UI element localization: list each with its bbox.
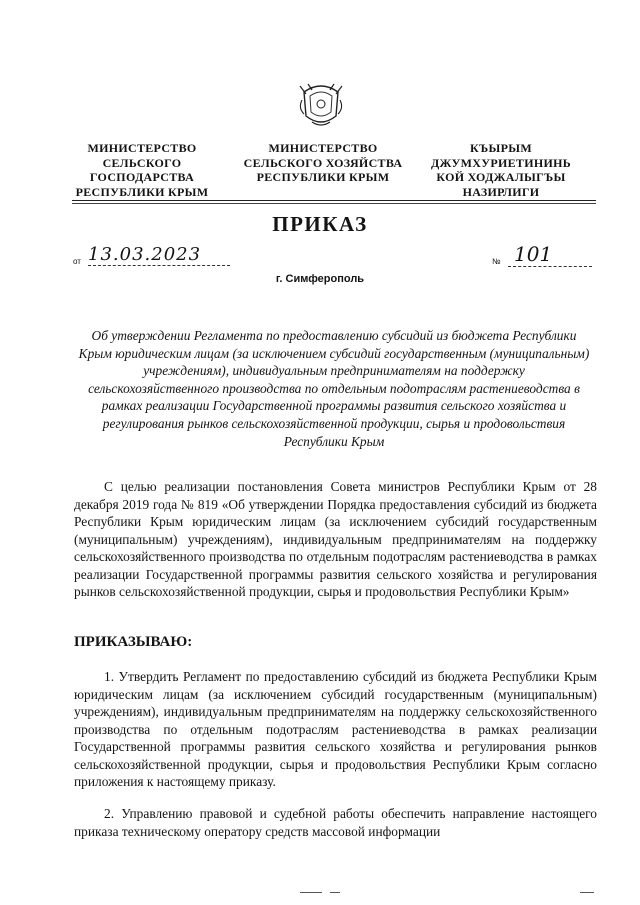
header-divider <box>72 200 596 201</box>
scan-artifact <box>330 892 340 893</box>
city-name: г. Симферополь <box>275 273 365 285</box>
scan-artifact <box>580 892 594 893</box>
ministry-name-ukrainian: МИНИСТЕРСТВО СЕЛЬСКОГО ГОСПОДАРСТВА РЕСПУБЛИКИ КРЫМ <box>75 141 209 199</box>
date-prefix: от <box>73 257 81 266</box>
preamble-paragraph: С целью реализации постановления Совета министров Республики Крым от 28 декабря 2019 года № 819 «Об утверждении Порядка предоставления субсидий из бюджета Республики Крым юридическим лицам (за исключением субсидий государственным (муниципальным) учреждениям), индивидуальным предпринимателям на поддержку сельскохозяйственного производства по отдельным подотраслям растениеводства в рамках реализации Государственной программы развития сельского хозяйства и регулирования рынков сельскохозяйственной продукции, сырья и продовольствия Республики Крым» <box>74 479 597 599</box>
order-keyword: ПРИКАЗЫВАЮ: <box>74 634 193 650</box>
ministry-name-russian: МИНИСТЕРСТВО СЕЛЬСКОГО ХОЗЯЙСТВА РЕСПУБЛИКИ КРЫМ <box>243 141 403 184</box>
order-item-2: 2. Управлению правовой и судебной работы обеспечить направление настоящего приказа техническому оператору средств массовой информации <box>74 806 597 839</box>
handwritten-order-number: 101 <box>508 242 592 267</box>
number-prefix: № <box>492 257 501 266</box>
ministry-name-crimean-tatar: КЪЫРЫМ ДЖУМХУРИЕТИНИНЬ КОЙ ХОДЖАЛЫГЪЫ НАЗИРЛИГИ <box>431 141 571 199</box>
order-subject: Об утверждении Регламента по предоставлению субсидий из бюджета Республики Крым юридическим лицам (за исключением субсидий государственным (муниципальным) учреждениям), индивидуальным предпринимателям на поддержку сельскохозяйственного производства по отдельным подотраслям растениеводства в рамках реализации Государственной программы развития сельского хозяйства и регулирования рынков сельскохозяйственной продукции, сырья и продовольствия Республики Крым <box>78 328 590 449</box>
order-item-1: 1. Утвердить Регламент по предоставлению субсидий из бюджета Республики Крым юридическим лицам (за исключением субсидий государственным (муниципальным) учреждениям), индивидуальным предпринимателям на поддержку сельскохозяйственного производства по отдельным подотраслям растениеводства в рамках реализации Государственной программы развития сельского хозяйства и регулирования рынков сельскохозяйственной продукции, сырья и продовольствия Республики Крым согласно приложения к настоящему приказу. <box>74 669 597 789</box>
handwritten-date: 13.03.2023 <box>88 244 230 266</box>
header-divider-secondary <box>72 203 596 204</box>
document-title: ПРИКАЗ <box>272 212 368 236</box>
scan-artifact <box>300 892 322 893</box>
coat-of-arms-emblem <box>296 78 346 130</box>
